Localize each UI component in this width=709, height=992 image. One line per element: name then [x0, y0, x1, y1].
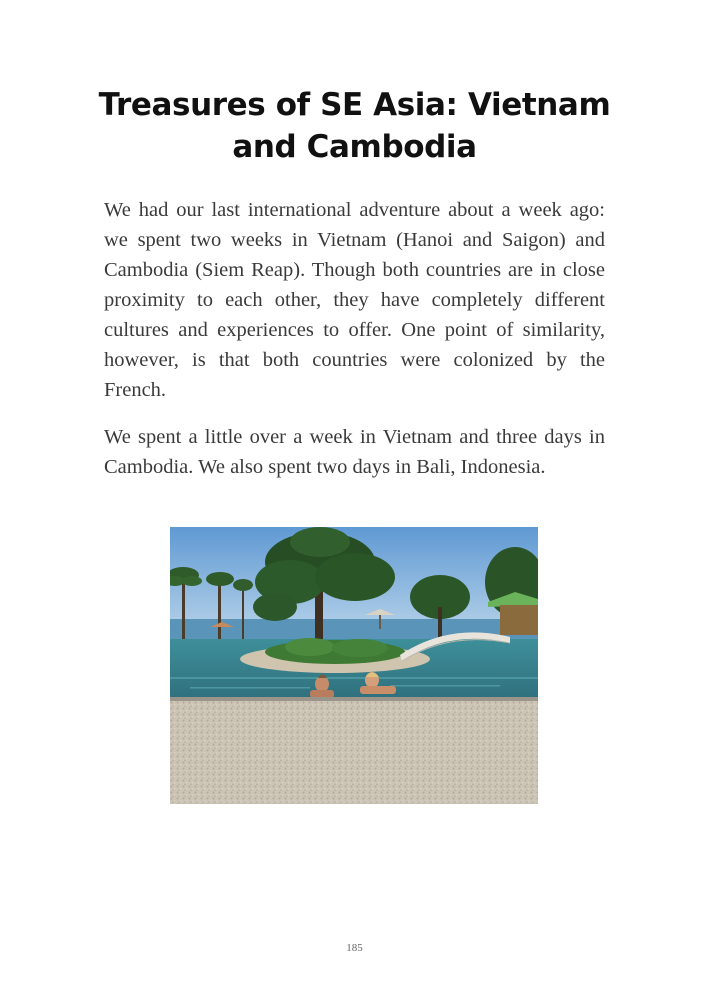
paragraph-intro: We had our last international adventure about a week ago: we spent two weeks in Vietnam (Hanoi and Saigon) and Cambodia (Siem Reap). Though both countries are in close proximity to each other, they have completely different cultures and experiences to offer. One point of similarity, however, is that both countries were colonized by the French.: [104, 199, 605, 401]
resort-pool-photo: [170, 527, 538, 804]
pool-edge: [170, 697, 538, 701]
paragraph-itinerary: We spent a little over a week in Vietnam and three days in Cambodia. We also spent two days in Bali, Indonesia.: [104, 426, 605, 478]
page-number: 185: [346, 942, 363, 954]
page-title: Treasures of SE Asia: Vietnam and Cambodia: [98, 87, 611, 165]
